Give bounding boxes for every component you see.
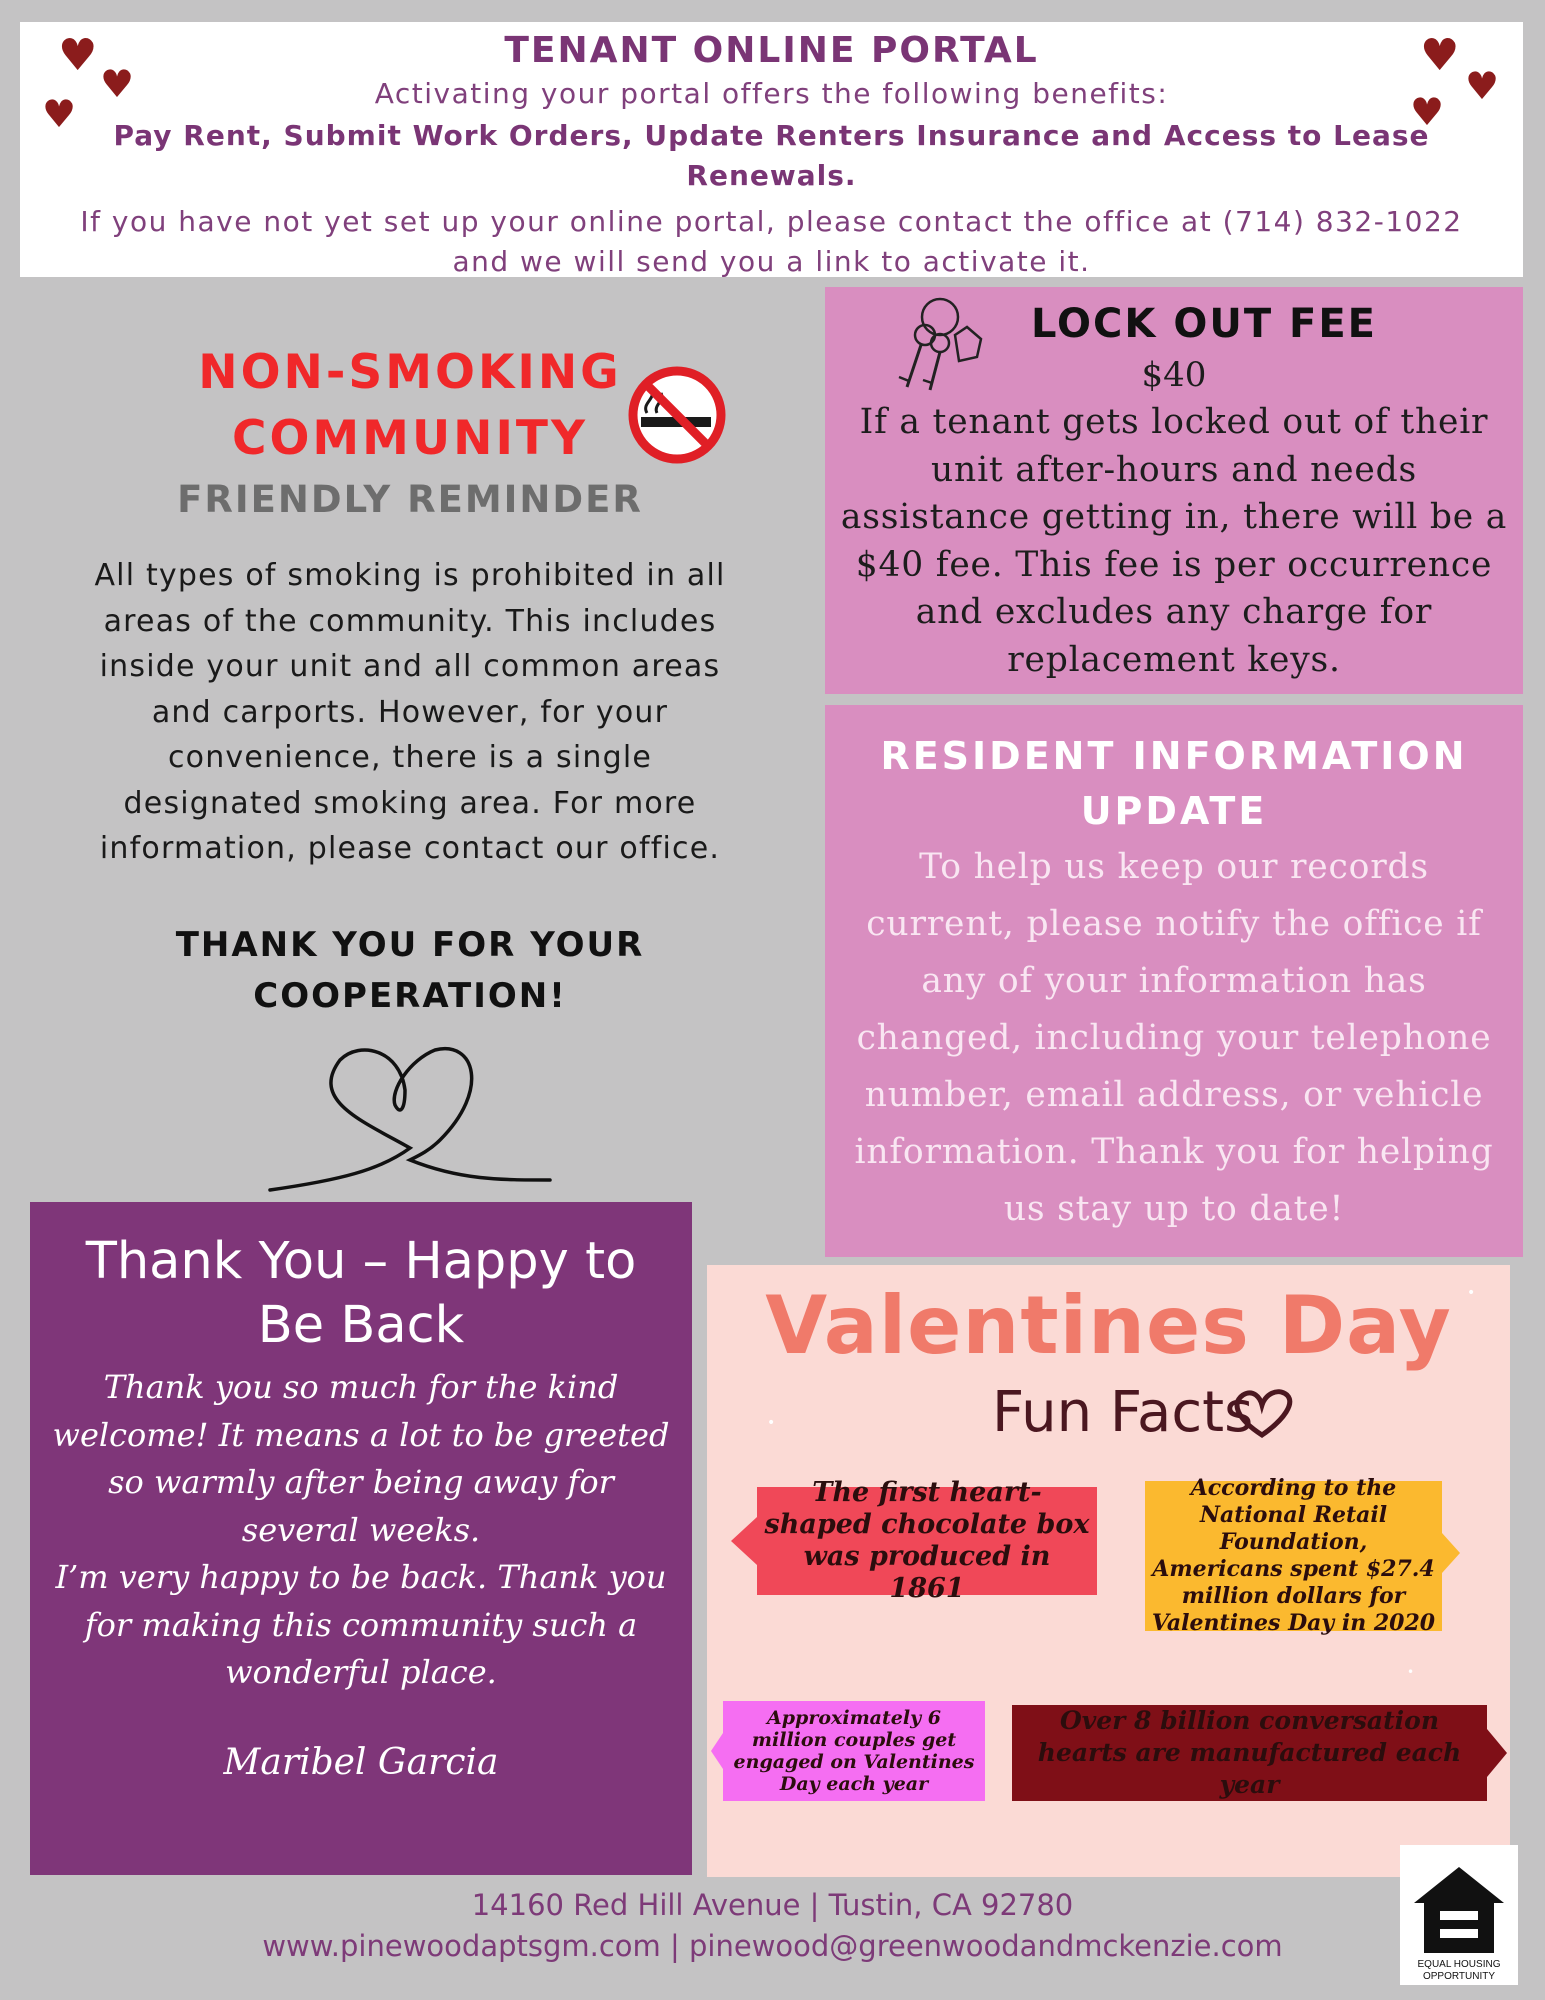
portal-banner (20, 22, 1523, 277)
fact3-pointer (711, 1733, 723, 1769)
fun-fact-1: The first heart-shaped chocolate box was produced in 1861 (757, 1487, 1097, 1595)
thank-you-body (46, 1364, 676, 1697)
fun-fact-4: Over 8 billion conversation hearts are manufactured each year (1012, 1705, 1487, 1801)
fact4-pointer (1487, 1729, 1507, 1777)
no-smoking-icon (627, 365, 727, 465)
heart-icon: ♥ (100, 62, 135, 106)
fact2-pointer (1442, 1533, 1460, 1573)
heart-icon: ♥ (42, 92, 77, 136)
heart-icon: ♥ (58, 30, 98, 81)
thank-you-paragraph-2: I’m very happy to be back. Thank you for making this community such a wonderful place. (55, 1558, 667, 1691)
heart-icon: ♥ (1465, 64, 1500, 108)
portal-contact: If you have not yet set up your online portal, please contact the office at (714) 832-1022 and we will send you a link to activate it. (80, 205, 1463, 278)
nonsmoking-title-line2: COMMUNITY (231, 411, 589, 466)
fun-facts-subtitle: Fun Facts (992, 1380, 1254, 1445)
portal-benefits: Pay Rent, Submit Work Orders, Update Renters Insurance and Access to Lease Renewals. (113, 119, 1430, 192)
thank-you-cooperation: THANK YOU FOR YOUR COOPERATION! (175, 925, 645, 1016)
fun-fact-2: According to the National Retail Foundation, Americans spent $27.4 million dollars for Valentines Day in 2020 (1145, 1481, 1442, 1631)
heart-outline-icon (1227, 1383, 1297, 1443)
heart-icon: ♥ (1410, 90, 1445, 134)
heart-icon: ♥ (1420, 30, 1460, 81)
footer (0, 1885, 1545, 1967)
resident-body: To help us keep our records current, please notify the office if any of your information has changed, including your telephone number, email address, or vehicle information. Thank you for helping us stay up to date! (854, 847, 1494, 1229)
fun-fact-3: Approximately 6 million couples get engaged on Valentines Day each year (723, 1701, 985, 1801)
sparkle-icon: • (1407, 1665, 1415, 1679)
valentines-panel (707, 1265, 1510, 1877)
footer-address: 14160 Red Hill Avenue | Tustin, CA 92780 (471, 1888, 1074, 1922)
equal-housing-logo (1400, 1845, 1518, 1985)
footer-web-email[interactable]: www.pinewoodaptsgm.com | pinewood@greenwoodandmckenzie.com (262, 1929, 1283, 1963)
nonsmoking-title-line1: NON-SMOKING (198, 345, 622, 400)
thank-you-paragraph-1: Thank you so much for the kind welcome! It means a lot to be greeted so warmly after being away for several weeks. (52, 1368, 670, 1549)
heart-line-icon (260, 1030, 560, 1200)
valentines-title: Valentines Day (765, 1279, 1452, 1372)
nonsmoking-body: All types of smoking is prohibited in all areas of the community. This includes inside your unit and all common areas and carports. However, for your convenience, there is a single designated smoking area. For more information, please contact our office. (94, 558, 726, 866)
portal-subtitle: Activating your portal offers the following benefits: (374, 77, 1169, 110)
thank-you-panel (30, 1202, 692, 1875)
nonsmoking-title (170, 340, 650, 472)
resident-title: RESIDENT INFORMATION UPDATE (880, 734, 1468, 833)
sparkle-icon: • (767, 1415, 776, 1431)
eho-line2: OPPORTUNITY (1422, 1971, 1496, 1982)
thank-you-title: Thank You – Happy to Be Back (85, 1232, 637, 1355)
lockout-price: $40 (1141, 355, 1207, 395)
sparkle-icon: • (1467, 1285, 1476, 1301)
equal-housing-icon (1400, 1845, 1518, 1985)
resident-info-panel (825, 705, 1523, 1257)
lockout-body: If a tenant gets locked out of their unit after-hours and needs assistance getting in, there will be a $40 fee. This fee is per occurrence and excludes any charge for replacement keys. (840, 402, 1508, 680)
lockout-title: LOCK OUT FEE (1030, 301, 1377, 347)
keys-icon (885, 295, 995, 395)
friendly-reminder: FRIENDLY REMINDER (177, 478, 643, 521)
fact1-pointer (731, 1517, 757, 1565)
portal-title: TENANT ONLINE PORTAL (504, 30, 1039, 71)
eho-line1: EQUAL HOUSING (1417, 1959, 1501, 1970)
signature: Maribel Garcia (223, 1742, 499, 1783)
